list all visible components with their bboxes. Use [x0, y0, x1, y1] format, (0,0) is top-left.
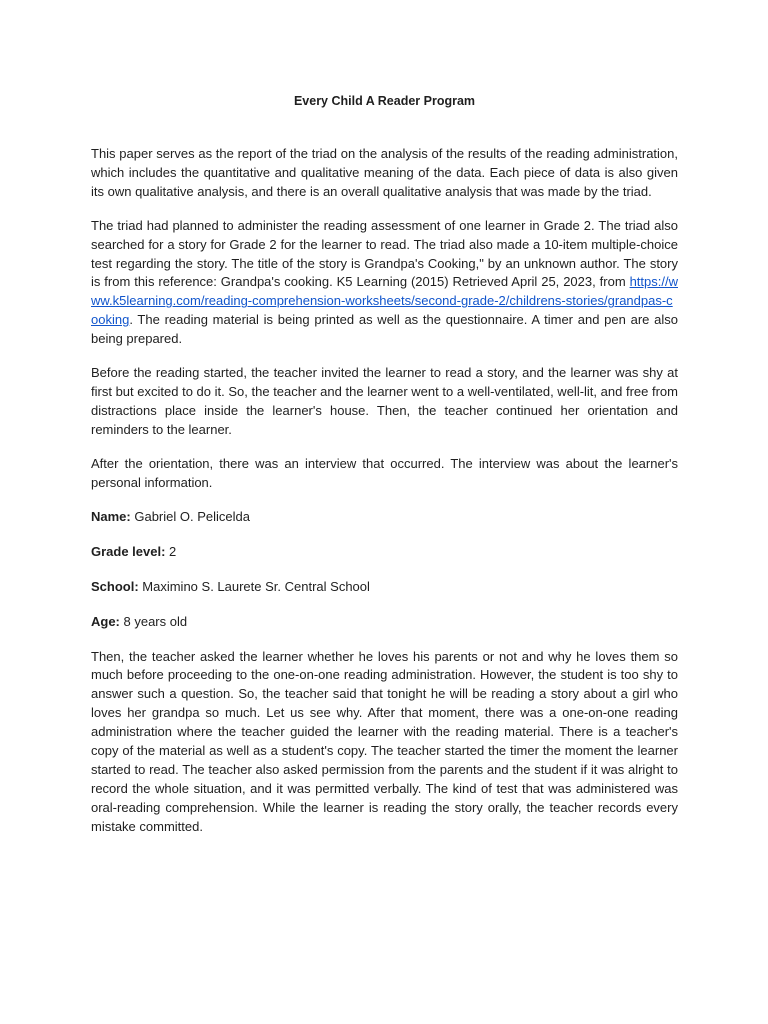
paragraph-before-reading: Before the reading started, the teacher invited the learner to read a story, and the learner was shy at first but excited to do it. So, the teacher and the learner went to a well-ventilated, well-lit, and free from distractions place inside the learner's house. Then, the teacher continued her orientation and reminders to the learner.: [91, 365, 678, 437]
field-grade-level-label: Grade level:: [91, 543, 166, 559]
field-grade-level-value: 2: [165, 543, 177, 559]
field-age: [91, 613, 678, 631]
field-name-value: Gabriel O. Pelicelda: [130, 508, 250, 524]
field-school: [91, 578, 678, 596]
field-school-value: Maximino S. Laurete Sr. Central School: [138, 578, 370, 594]
paragraph-reading-administration: Then, the teacher asked the learner whether he loves his parents or not and why he loves them so much before proceeding to the one-on-one reading administration. However, the student is too shy to answer such a question. So, the teacher said that tonight he will be reading a story about a girl who loves her grandpa so much. Let us see why. After that moment, there was a one-on-one reading administration where the teacher guided the learner with the reading material. There is a teacher's copy of the material as well as a student's copy. The teacher started the timer the moment the learner started to read. The teacher also asked permission from the parents and the student if it was alright to record the whole situation, and it was permitted verbally. The kind of test that was administered was oral-reading comprehension. While the learner is reading the story orally, the teacher records every mistake committed.: [91, 648, 678, 834]
paragraph-plan-text-end: . The reading material is being printed as well as the questionnaire. A timer and pen are also being prepared.: [91, 312, 678, 347]
field-name: [91, 508, 678, 526]
paragraph-intro: This paper serves as the report of the triad on the analysis of the results of the reading administration, which includes the quantitative and qualitative meaning of the data. Each piece of data is also given its own qualitative analysis, and there is an overall qualitative analysis that was made by the triad.: [91, 146, 678, 199]
reference-link[interactable]: https://www.k5learning.com/reading-comprehension-worksheets/second-grade-2/childrens-stories/grandpas-cooking: [91, 274, 678, 328]
document-title: Every Child A Reader Program: [293, 94, 476, 108]
field-grade-level: [91, 543, 678, 561]
field-school-label: School:: [91, 578, 139, 594]
paragraph-plan: [91, 217, 678, 349]
paragraph-plan-text: The triad had planned to administer the reading assessment of one learner in Grade 2. The triad also searched for a story for Grade 2 for the learner to read. The triad also made a 10-item multiple-choice test regarding the story. The title of the story is Grandpa's Cooking," by an unknown author. The story is from this reference: Grandpa's cooking. K5 Learning (2015) Retrieved April 25, 2023, from: [91, 217, 678, 290]
document-page: [91, 92, 678, 852]
paragraph-orientation: After the orientation, there was an interview that occurred. The interview was about the learner's personal information.: [91, 455, 678, 490]
field-age-value: 8 years old: [119, 613, 188, 629]
field-age-label: Age:: [91, 613, 120, 629]
field-name-label: Name:: [91, 508, 131, 524]
